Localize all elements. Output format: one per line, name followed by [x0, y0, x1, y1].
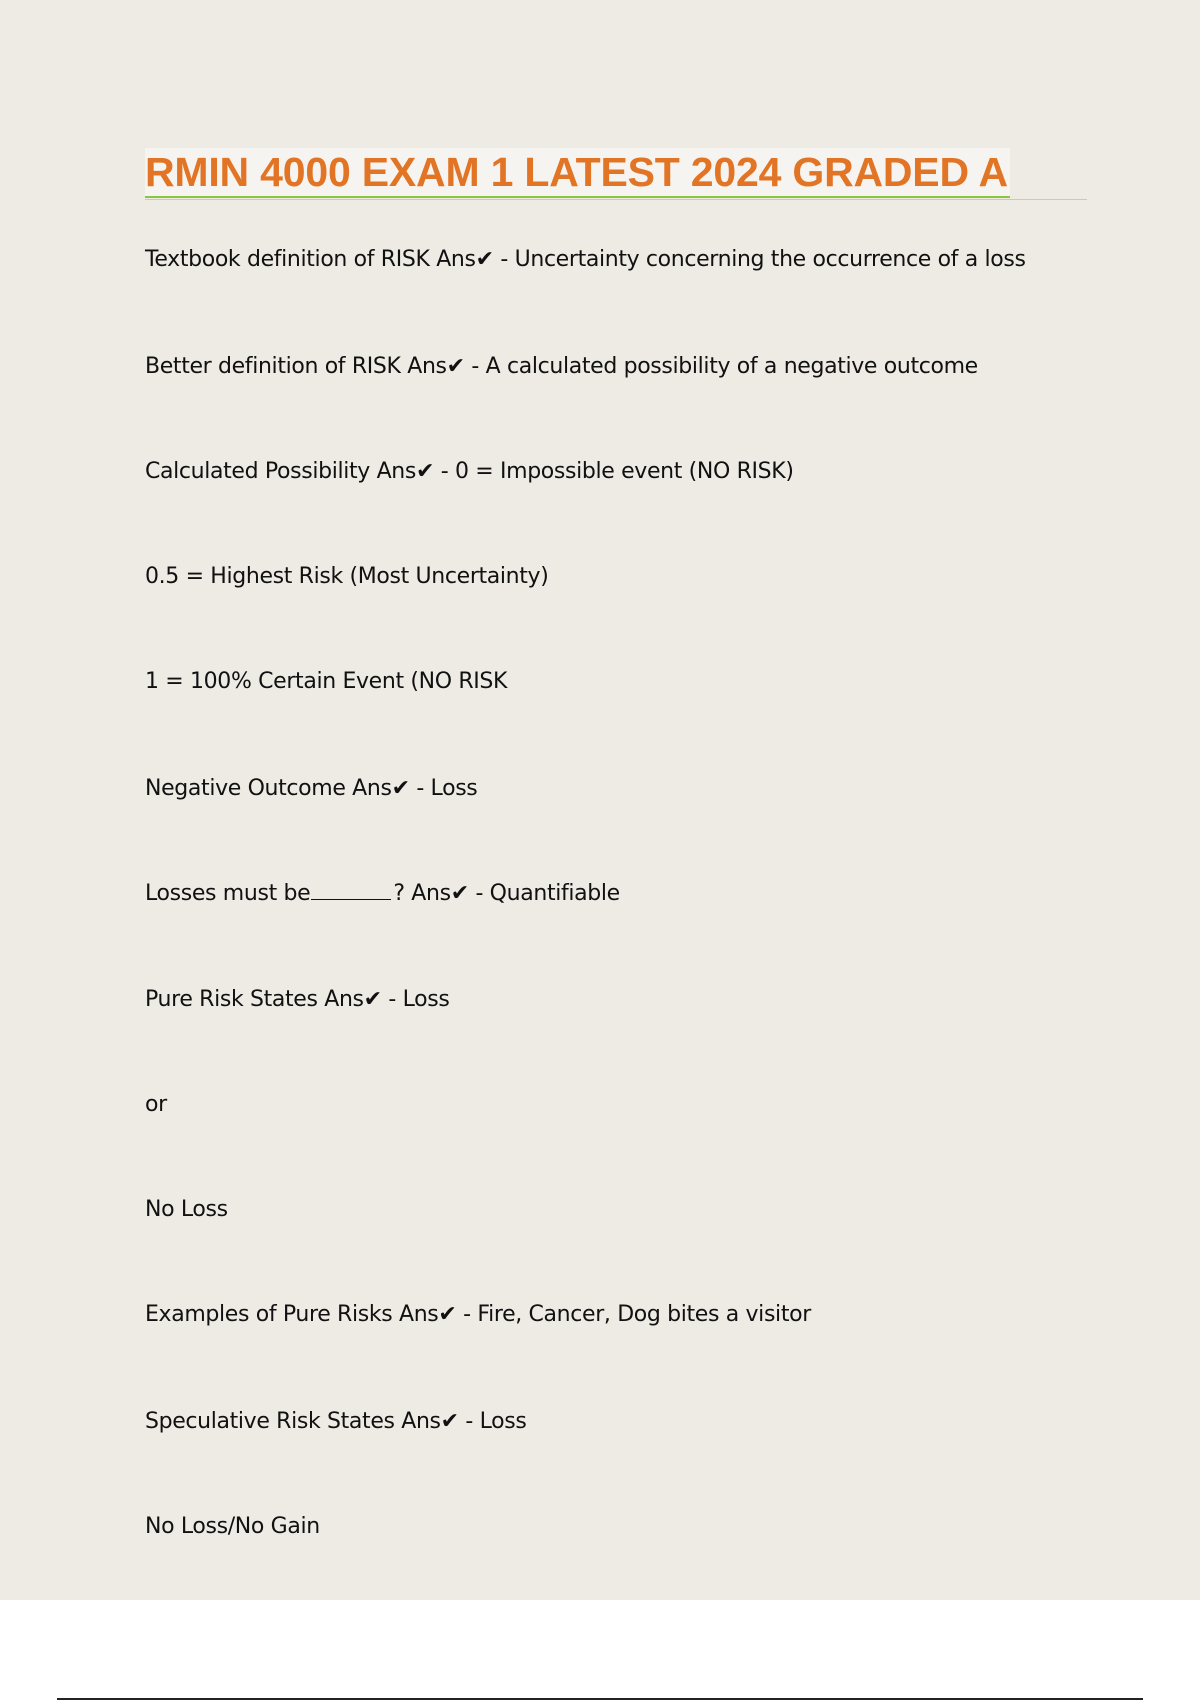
answer-text: - Quantifiable: [468, 881, 620, 906]
document-title: RMIN 4000 EXAM 1 LATEST 2024 GRADED A: [145, 148, 1010, 198]
qa-line-pure-risk-states: [145, 985, 449, 1015]
check-icon: ✔: [440, 1409, 459, 1434]
check-icon: ✔: [415, 459, 435, 484]
answer-text: - Uncertainty concerning the occurrence of a loss: [493, 247, 1026, 272]
answer-text: - 0 = Impossible event (NO RISK): [434, 459, 794, 484]
qa-line-speculative-risk-states: [145, 1407, 527, 1437]
qa-line-negative-outcome: [145, 774, 477, 804]
check-icon: ✔: [475, 247, 494, 272]
check-icon: ✔: [450, 881, 469, 906]
check-icon: ✔: [438, 1302, 457, 1327]
question-text: Speculative Risk States Ans: [145, 1409, 441, 1434]
answer-text: - Loss: [409, 776, 478, 801]
answer-text: - Loss: [381, 987, 450, 1012]
question-text-continued: ? Ans: [393, 881, 451, 906]
qa-line-losses-must-be: [145, 879, 620, 909]
check-icon: ✔: [446, 354, 465, 379]
question-text: Calculated Possibility Ans: [145, 459, 416, 484]
text-line-or: or: [145, 1092, 167, 1117]
text-line-certain-event: 1 = 100% Certain Event (NO RISK: [145, 669, 508, 694]
qa-line-better-risk: [145, 352, 978, 382]
check-icon: ✔: [363, 987, 382, 1012]
text-line-no-loss: No Loss: [145, 1197, 228, 1222]
answer-text: - Fire, Cancer, Dog bites a visitor: [456, 1302, 811, 1327]
question-text: Pure Risk States Ans: [145, 987, 364, 1012]
text-line-no-loss-no-gain: No Loss/No Gain: [145, 1514, 320, 1539]
question-text: Negative Outcome Ans: [145, 776, 392, 801]
question-text: Better definition of RISK Ans: [145, 354, 447, 379]
question-text: Examples of Pure Risks Ans: [145, 1302, 439, 1327]
check-icon: ✔: [391, 776, 410, 801]
title-underline: [145, 199, 1087, 200]
qa-line-textbook-risk: [145, 245, 1026, 275]
fill-in-blank: [311, 879, 391, 900]
qa-line-calculated-possibility: [145, 457, 794, 487]
answer-text: - Loss: [458, 1409, 527, 1434]
question-text: Losses must be: [145, 881, 311, 906]
qa-line-pure-risk-examples: [145, 1300, 811, 1330]
text-line-highest-risk: 0.5 = Highest Risk (Most Uncertainty): [145, 564, 549, 589]
question-text: Textbook definition of RISK Ans: [145, 247, 476, 272]
answer-text: - A calculated possibility of a negative outcome: [464, 354, 978, 379]
